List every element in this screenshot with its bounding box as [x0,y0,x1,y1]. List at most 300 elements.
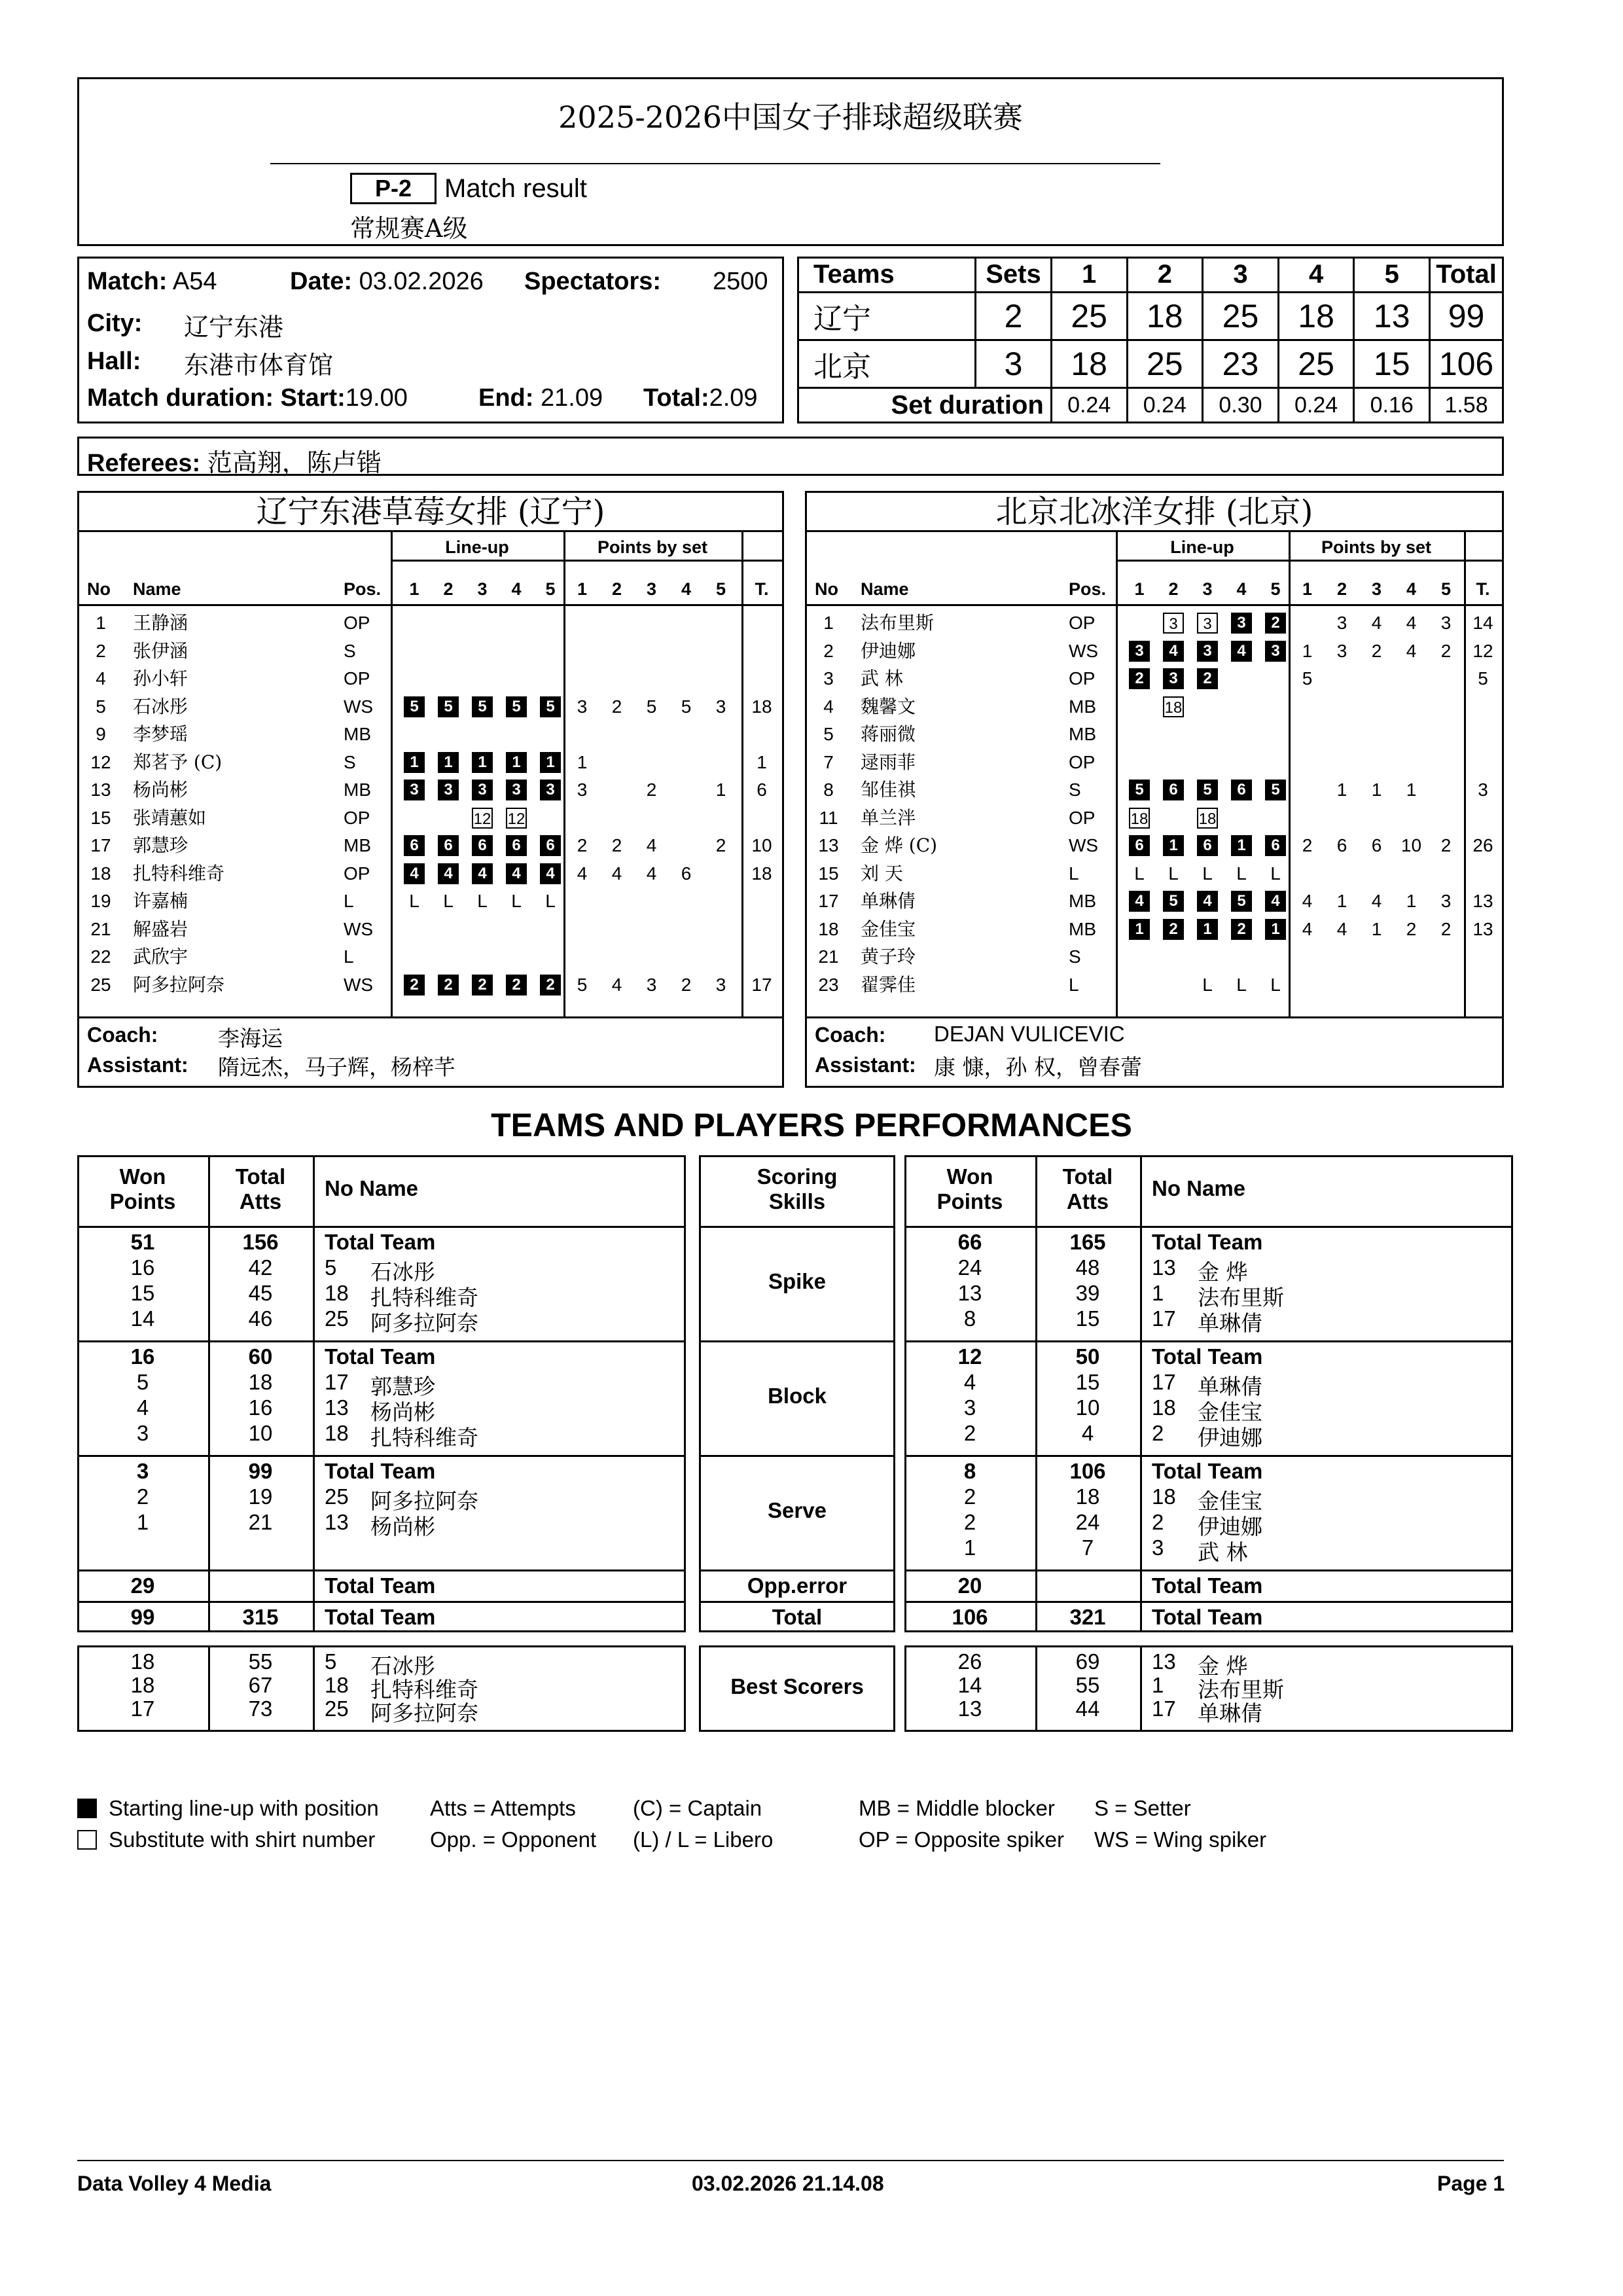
libero-mark: L [477,891,488,911]
away-roster [805,491,1504,1088]
starting-position-marker: 4 [1197,891,1218,912]
total-points: 13 [1472,918,1493,939]
player-position: S [1069,946,1081,967]
won-header: Won [119,1164,166,1189]
total-points: 26 [1472,835,1493,855]
opp-error-points: 20 [957,1573,982,1598]
player-position: OP [1069,668,1096,689]
total-atts: 15 [1075,1370,1100,1394]
starting-position-marker: 1 [404,752,425,773]
player-name: 许嘉楠 [133,890,188,912]
away-total: 106 [1430,340,1503,387]
name-header: Name [861,579,909,599]
libero-mark: L [1236,974,1247,995]
total-points: 13 [1472,891,1493,911]
points-header: Points [936,1189,1003,1213]
legend-captain: (C) = Captain [633,1796,762,1820]
player-name: 翟霁佳 [861,973,916,996]
starting-position-marker: 2 [438,975,459,996]
set-points: 1 [1336,780,1347,800]
player-number: 2 [1152,1510,1164,1534]
player-name: 邹佳祺 [861,779,916,800]
player-row [807,888,1502,915]
player-number: 13 [1152,1649,1176,1674]
player-number: 13 [325,1395,349,1420]
set-points: 4 [646,835,657,855]
skill-name: Spike [768,1268,827,1293]
away-team-title: 北京北冰洋女排 (北京) [807,493,1502,532]
player-row [79,832,782,859]
total-atts: 321 [1069,1605,1106,1629]
match-info-box [77,257,784,423]
player-row [79,749,782,776]
won-points: 4 [136,1395,149,1420]
starting-position-marker: 4 [472,863,493,884]
player-row [807,776,1502,804]
referees-names: 范高翔，陈卢锴 [207,448,382,477]
duration-label: Match duration: [87,384,274,412]
player-position: MB [1069,696,1096,717]
player-position: MB [1069,918,1096,939]
total-team-label: Total Team [1152,1344,1263,1369]
table-divider [77,1226,686,1228]
footer-software: Data Volley 4 Media [77,2172,272,2195]
assistant-names: 康 慷，孙 权，曾春蕾 [934,1054,1142,1080]
total-team-label: Total Team [1152,1605,1263,1629]
starting-position-marker: 5 [1129,780,1150,800]
player-name: 扎特科维奇 [370,1285,478,1310]
total-atts: 42 [248,1255,273,1280]
assistant-names: 隋远杰，马子辉，杨梓芊 [218,1054,455,1080]
total-team-label: Total Team [325,1459,436,1483]
lineup-set-header: 1 [409,579,419,599]
player-name: 单琳倩 [1198,1310,1262,1336]
legend-ws: WS = Wing spiker [1094,1827,1267,1852]
player-row [807,665,1502,692]
player-name: 阿多拉阿奈 [370,1488,478,1514]
starting-position-marker: 6 [438,835,459,856]
hall-value: 东港市体育馆 [184,351,334,380]
libero-mark: L [1270,863,1281,884]
total-atts: 4 [1081,1421,1094,1445]
starting-position-marker: 2 [1197,668,1218,689]
player-number: 5 [823,724,834,744]
won-points: 51 [130,1230,155,1254]
player-position: MB [1069,891,1096,911]
won-points: 3 [136,1459,149,1483]
set-points: 1 [1336,891,1347,911]
player-position: S [344,640,356,661]
player-position: OP [344,613,370,633]
starting-position-marker: 5 [1265,780,1286,800]
set-points: 3 [646,974,657,995]
footer-divider [77,2160,1504,2161]
home-total: 99 [1430,292,1503,340]
won-points: 24 [957,1255,982,1280]
table-divider [699,1570,895,1571]
spectators-row [524,268,661,296]
t-header: T. [755,579,769,599]
player-number: 13 [90,780,111,800]
score-row-home [798,292,1503,340]
player-number: 9 [96,724,106,744]
player-number: 18 [1152,1395,1176,1420]
report-label: Match result [444,174,587,203]
won-points: 14 [130,1306,155,1331]
away-team-name: 北京 [798,340,976,387]
total-team-label: Total Team [325,1344,436,1369]
player-position: OP [1069,807,1096,828]
player-number: 17 [1152,1370,1176,1394]
best-points: 14 [957,1673,982,1697]
total-atts: 18 [1075,1484,1100,1509]
starting-position-marker: 4 [438,863,459,884]
set5-header: 5 [1354,258,1430,293]
points-set-header: 1 [577,579,588,599]
player-number: 13 [818,835,839,855]
total-points: 18 [751,863,772,884]
header-box [77,77,1504,246]
total-atts: 16 [248,1395,273,1420]
total-atts: 46 [248,1306,273,1331]
lineup-set-header: 3 [1202,579,1213,599]
lineup-set-header: 2 [1168,579,1179,599]
player-number: 17 [1152,1696,1176,1721]
city-value: 辽宁东港 [184,313,284,342]
best-points: 26 [957,1649,982,1674]
libero-mark: L [1134,863,1145,884]
libero-mark: L [1202,974,1213,995]
home-roster [77,491,784,1088]
substitute-marker: 3 [1163,613,1184,634]
won-points: 13 [957,1281,982,1305]
legend-substitute: Substitute with shirt number [109,1827,376,1852]
total-header: Total [235,1164,286,1189]
set4-duration: 0.24 [1278,388,1354,423]
player-name: 张伊涵 [133,639,188,662]
player-name: 杨尚彬 [133,779,188,800]
legend-atts: Atts = Attempts [430,1796,576,1820]
set-points: 4 [1406,613,1417,633]
player-number: 17 [90,835,111,855]
player-number: 1 [96,613,106,633]
starting-position-marker: 5 [438,696,459,717]
coach-name: 李海运 [218,1026,283,1051]
player-number: 25 [325,1484,349,1509]
player-name: 石冰彤 [370,1653,435,1679]
player-position: WS [344,918,374,939]
set-points: 4 [611,863,622,884]
total-team-label: Total Team [325,1573,436,1598]
player-position: MB [1069,724,1096,744]
legend-starting: Starting line-up with position [109,1796,379,1820]
player-name: 扎特科维奇 [370,1425,478,1450]
player-number: 3 [1152,1535,1164,1560]
starting-position-marker: 3 [404,780,425,800]
libero-mark: L [443,891,454,911]
starting-position-marker: 3 [1197,641,1218,662]
substitute-marker: 18 [1197,808,1218,829]
libero-mark: L [1236,863,1247,884]
starting-position-marker: 4 [1129,891,1150,912]
assistant-label: Assistant: [815,1053,916,1077]
player-name: 伊迪娜 [861,639,916,662]
player-row [807,749,1502,776]
player-name: 阿多拉阿奈 [370,1700,478,1726]
player-position: MB [344,835,371,855]
pos-header: Pos. [1069,579,1107,599]
skills-header: Skills [768,1189,826,1213]
player-row [79,693,782,721]
total-points: 99 [130,1605,155,1629]
away-set2: 25 [1127,340,1203,387]
player-row [79,721,782,748]
player-position: OP [1069,613,1096,633]
player-number: 18 [818,918,839,939]
total-atts: 10 [1075,1395,1100,1420]
total-duration: 1.58 [1430,388,1503,423]
lineup-set-header: 2 [443,579,454,599]
total-points: 6 [757,780,767,800]
pos-header: Pos. [344,579,382,599]
date-label: Date: [290,268,353,295]
home-sets: 2 [976,292,1052,340]
legend-s: S = Setter [1094,1796,1191,1820]
away-set4: 25 [1278,340,1354,387]
starting-position-marker: 4 [1265,891,1286,912]
total-time: 2.09 [709,384,758,412]
player-name: 扎特科维奇 [133,862,225,884]
set-points: 4 [1336,918,1347,939]
won-points: 5 [136,1370,149,1394]
duration-row [87,384,408,412]
won-points: 2 [136,1484,149,1509]
total-points: 17 [751,974,772,995]
points-set-header: 4 [1406,579,1417,599]
starting-position-marker: 1 [1231,835,1252,856]
end-label: End: [478,384,534,412]
player-name: 郑茗予 (C) [133,751,223,773]
player-name: 蒋丽微 [861,723,916,745]
match-label: Match: [87,268,168,295]
no-header: No [87,579,111,599]
starting-position-marker: 5 [1231,891,1252,912]
player-name: 石冰彤 [133,695,188,717]
total-atts: 60 [248,1344,273,1369]
player-number: 25 [325,1696,349,1721]
best-points: 13 [957,1696,982,1721]
set-points: 4 [1302,918,1313,939]
total-points: 18 [751,696,772,717]
set-points: 4 [611,974,622,995]
set-points: 6 [1371,835,1382,855]
sets-header: Sets [976,258,1052,293]
best-atts: 44 [1075,1696,1100,1721]
legend-opp: Opp. = Opponent [430,1827,597,1852]
legend-mb: MB = Middle blocker [859,1796,1055,1820]
player-position: OP [344,668,370,689]
player-name: 伊迪娜 [1198,1514,1262,1539]
roster-divider [807,1016,1502,1018]
player-number: 3 [823,668,834,689]
player-position: L [1069,974,1079,995]
table-divider [904,1601,1513,1603]
starting-position-marker: 3 [1163,668,1184,689]
starting-position-marker: 2 [1231,919,1252,940]
total-atts: 10 [248,1421,273,1445]
starting-position-marker: 4 [1163,641,1184,662]
set-points: 2 [611,696,622,717]
table-divider [1140,1645,1142,1732]
player-row [79,860,782,888]
substitute-marker: 18 [1129,808,1150,829]
won-points: 1 [136,1510,149,1534]
starting-position-marker: 1 [1163,835,1184,856]
away-set1: 18 [1051,340,1127,387]
table-divider [77,1455,686,1457]
points-set-header: 4 [681,579,692,599]
player-number: 5 [325,1649,337,1674]
set-points: 1 [715,780,726,800]
set-points: 4 [1371,613,1382,633]
libero-mark: L [511,891,522,911]
set-points: 4 [577,863,588,884]
total-atts: 99 [248,1459,273,1483]
starting-position-marker: 4 [404,863,425,884]
table-divider [904,1226,1513,1228]
starting-position-marker: 2 [1163,919,1184,940]
set-points: 2 [1406,918,1417,939]
won-points: 3 [963,1395,976,1420]
libero-mark: L [1168,863,1179,884]
player-name: 单琳倩 [861,890,916,912]
roster-divider [1116,560,1502,562]
starting-position-marker: 4 [506,863,527,884]
best-atts: 73 [248,1696,273,1721]
player-name: 金 烨 [1198,1259,1248,1285]
table-divider [904,1455,1513,1457]
player-row [807,804,1502,832]
player-number: 7 [823,751,834,772]
set-points: 5 [1302,668,1313,689]
skill-name: Block [768,1383,827,1408]
table-divider [313,1645,315,1732]
player-position: S [344,751,356,772]
player-number: 21 [818,946,839,967]
points-by-set-header: Points by set [1321,537,1432,557]
set1-header: 1 [1051,258,1127,293]
roster-divider [391,560,782,562]
substitute-marker: 18 [1163,696,1184,717]
total-points: 10 [751,835,772,855]
player-number: 17 [1152,1306,1176,1331]
best-points: 17 [130,1696,155,1721]
total-team-label: Total Team [325,1605,436,1629]
player-number: 23 [818,974,839,995]
player-row [807,693,1502,721]
spectators-label: Spectators: [524,268,662,295]
opp-error-label: Opp.error [747,1573,847,1598]
player-name: 阿多拉阿奈 [370,1310,478,1336]
starting-position-marker: 5 [506,696,527,717]
player-name: 石冰彤 [370,1259,435,1285]
player-name: 张靖蕙如 [133,806,207,829]
set-points: 2 [1440,918,1452,939]
set3-header: 3 [1203,258,1279,293]
starting-position-marker: 1 [1197,919,1218,940]
player-name: 李梦瑶 [133,723,188,745]
starting-position-marker: 4 [1231,641,1252,662]
won-points: 8 [963,1306,976,1331]
starting-position-marker: 2 [1129,668,1150,689]
starting-position-marker: 1 [1265,919,1286,940]
won-points: 16 [130,1344,155,1369]
starting-position-marker: 1 [506,752,527,773]
set-points: 3 [1336,613,1347,633]
points-set-header: 3 [646,579,657,599]
player-row [79,609,782,637]
points-set-header: 5 [1440,579,1452,599]
lineup-set-header: 4 [1236,579,1247,599]
player-position: WS [344,696,374,717]
won-points: 2 [963,1484,976,1509]
match-date: 03.02.2026 [359,268,484,295]
player-number: 15 [818,863,839,884]
player-name: 金佳宝 [1198,1399,1262,1425]
player-number: 4 [96,668,106,689]
footer-page: Page 1 [1437,2172,1505,2195]
home-set2: 18 [1127,292,1203,340]
player-name: 黄子玲 [861,946,916,967]
set-points: 1 [1302,640,1313,661]
total-points: 5 [1478,668,1488,689]
set-points: 4 [646,863,657,884]
total-atts: 15 [1075,1306,1100,1331]
set-points: 4 [1406,640,1417,661]
player-position: OP [344,863,370,884]
lineup-header: Line-up [1170,537,1234,557]
home-set5: 13 [1354,292,1430,340]
player-row [807,860,1502,888]
total-points: 3 [1478,780,1488,800]
player-name: 刘 天 [861,862,903,884]
starting-lineup-icon [77,1799,97,1818]
home-set3: 25 [1203,292,1279,340]
set-points: 2 [611,835,622,855]
no-name-header: No Name [325,1176,419,1200]
table-divider [904,1340,1513,1342]
set-points: 4 [1302,891,1313,911]
player-row [807,943,1502,971]
player-name: 单琳倩 [1198,1700,1262,1726]
total-header: Total [1430,258,1503,293]
player-row [807,721,1502,748]
best-atts: 69 [1075,1649,1100,1674]
starting-position-marker: 6 [540,835,561,856]
starting-position-marker: 3 [540,780,561,800]
player-row [79,916,782,943]
set-points: 5 [681,696,692,717]
home-team-name: 辽宁 [798,292,976,340]
player-number: 18 [325,1421,349,1445]
set-points: 3 [1336,640,1347,661]
start-label: Start: [280,384,346,412]
player-name: 单琳倩 [1198,1374,1262,1399]
total-atts: 156 [242,1230,279,1254]
teams-header: Teams [798,258,976,293]
total-atts: 24 [1075,1510,1100,1534]
player-number: 17 [818,891,839,911]
